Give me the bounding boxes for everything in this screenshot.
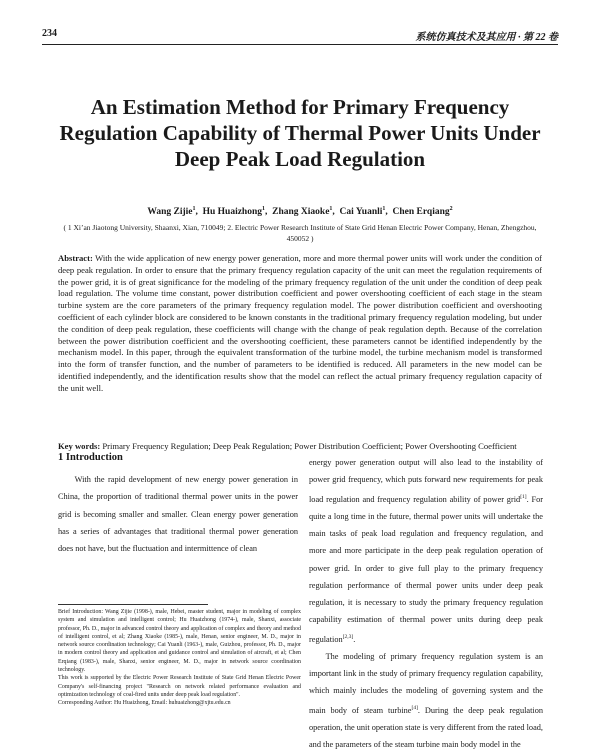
abstract-label: Abstract: — [58, 253, 93, 263]
abstract-text: With the wide application of new energy power generation, more and more thermal power units will work under the condition of deep peak regulation. In order to ensure that the primary frequency regulation capacity of the unit can meet the regulation requirements of the power grid, it is of great significance for the modeling of the primary frequency regulation of the unit under the condition of deep peak load regulation. The volume time constant, power distribution coefficient and power overshooting coefficient of each stage in the steam turbine system are the core parameters of the primary frequency regulation model. The power distribution coefficient and overshooting coefficient of each cylinder block are considered to be known constants in the traditional primary frequency regulation modeling, but under the condition of deep peak regulation, these coefficients will change with the change of peak regulation depth. Because of the correlation between the power distribution coefficient and the overshooting coefficient, these parameters cannot be identified independently by the mechanism model. In this paper, through the equivalent transformation of the turbine model, the turbine mechanism model is transformed into the form of transfer function, and the number of parameters to be identified is reduced. All parameters in the new model can be identified independently, and the identification results show that the model can reflect the actual primary frequency regulation capacity of the unit well. — [58, 253, 542, 393]
header-rule — [42, 44, 558, 45]
footnote-author-bios: Brief Introduction: Wang Zijie (1998-), male, Hebei, master student, major in modeling of complex system and simulation and intelligent control; Hu Huaizhong (1974-), male, Shanxi, associate professor, Ph. D., major in advanced control theory and application of complex and theory and method of intelligent control, et al; Zhang Xiaoke (1985-), male, Henan, senior engineer, M. D., major in network source coordination technology; Cai Yuanli (1963-), male, Guizhou, professor, Ph. D., major in modern control theory and application and guidance control and simulation of aircraft, et al; Chen Erqiang (1983-), male, Shanxi, senior engineer, M. D., major in network source coordination technology. — [58, 609, 301, 674]
footnote-rule — [58, 604, 208, 605]
footnote-corresponding-author: Corresponding Author: Hu Huaizhong, Email: huhuaizhong@xjtu.edu.cn — [58, 700, 231, 707]
author-list: Wang Zijie$^1$, Hu Huaizhong$^1$, Zhang Xiaoke$^1$, Cai Yuanli$^1$, Chen Erqiang$^2$ — [147, 206, 453, 218]
journal-running-head: 系统仿真技术及其应用 · 第 22 卷 — [415, 32, 558, 43]
footnotes — [58, 608, 301, 708]
author-affil-mark: 1 — [262, 206, 266, 212]
author-affil-mark: 1 — [329, 206, 333, 212]
affiliations: ( 1 Xi’an Jiaotong University, Shaanxi, Xian, 710049; 2. Electric Power Research Institute of State Grid Henan Electric Power Company, Henan, Zhengzhou, 450052 ) — [63, 223, 537, 243]
author-name: Hu Huaizhong — [202, 207, 263, 218]
author-name: Chen Erqiang — [392, 207, 450, 218]
keywords-label: Key words: — [58, 441, 101, 451]
paper-title: An Estimation Method for Primary Frequency Regulation Capability of Thermal Power Units Under Deep Peak Load Regulation — [59, 95, 541, 171]
author-affil-mark: 2 — [449, 206, 453, 212]
keywords-text: Primary Frequency Regulation; Deep Peak Regulation; Power Distribution Coefficient; Power Overshooting Coefficient — [102, 441, 517, 451]
citation-ref: [4] — [411, 704, 418, 711]
author-affil-mark: 1 — [192, 206, 196, 212]
page-header — [42, 28, 558, 42]
intro-paragraph-left: With the rapid development of new energy power generation in China, the proportion of traditional thermal power units in the power grid is becoming smaller and smaller. Clean energy power generation has a series of advantages that traditional thermal power generation does not have, but the fluctuation and intermittence of clean — [58, 475, 298, 554]
footnote-funding: This work is supported by the Electric Power Research Institute of State Grid Henan Electric Power Company's self-financing project "Research on network related performance evaluation and optimization technology of coal-fired units under deep peak load regulation". — [58, 675, 301, 698]
left-column — [58, 452, 298, 557]
page-number: 234 — [42, 28, 57, 39]
intro-paragraph-right-2: The modeling of primary frequency regulation system is an important link in the study of primary frequency regulation capability, which mainly includes the modeling of governing system and the main body of steam turbine[4]. During the deep peak regulation operation, the unit operation state is very different from the rated load, and the parameters of the steam turbine main body model in the — [309, 651, 543, 750]
citation-ref: [1] — [520, 493, 527, 500]
right-column — [309, 454, 543, 753]
author-name: Cai Yuanli — [339, 207, 383, 218]
section-heading-introduction: 1 Introduction — [58, 452, 123, 463]
abstract — [58, 253, 542, 395]
author-affil-mark: 1 — [382, 206, 386, 212]
author-name: Zhang Xiaoke — [272, 207, 330, 218]
author-name: Wang Zijie — [147, 207, 193, 218]
intro-paragraph-right-1: energy power generation output will also lead to the instability of power grid frequency, which puts forward new requirements for peak load regulation and frequency regulation ability of power grid[1]. For quite a long time in the future, thermal power units will undertake the main tasks of peak load regulation and frequency regulation, and more and more participate in the deep peak regulation operation of power grid. In order to give full play to the primary frequency regulation performance of thermal power units under deep peak regulation, it is necessary to study the primary frequency regulation capability estimation of thermal power units during deep peak regulation[2,3]. — [309, 458, 543, 644]
citation-ref: [2,3] — [342, 633, 354, 640]
